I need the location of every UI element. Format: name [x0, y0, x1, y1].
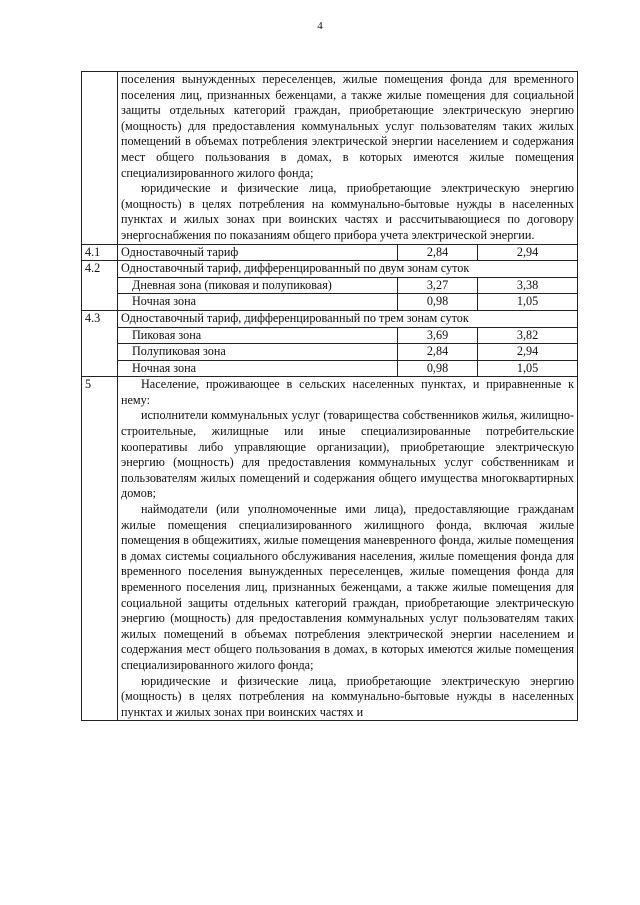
tariff-value-2: 1,05 [478, 360, 578, 377]
zone-row [82, 277, 578, 294]
tariff-value-2: 2,94 [478, 344, 578, 361]
table-row-4-1 [82, 244, 578, 261]
table-row-4-2 [82, 261, 578, 278]
tariff-value-1: 3,69 [398, 327, 478, 344]
row-number: 5 [82, 377, 118, 721]
page-number: 4 [317, 20, 323, 32]
row-label: Одноставочный тариф [118, 244, 398, 261]
zone-label: Ночная зона [118, 360, 398, 377]
row-5-text-cell [118, 377, 578, 721]
row-5-paragraph: юридические и физические лица, приобретающие электрическую энергию (мощность) в целях потребления на коммунально-бытовые нужды в населенных пунктах и жилых зонах при воинских частях и [121, 673, 575, 719]
tariff-value-2: 3,38 [478, 277, 578, 294]
continuation-text-cell [118, 72, 578, 245]
tariff-value-2: 3,82 [478, 327, 578, 344]
zone-row [82, 344, 578, 361]
tariff-value-2: 2,94 [478, 244, 578, 261]
table-row-4-3 [82, 310, 578, 327]
tariff-value-1: 3,27 [398, 277, 478, 294]
row-number: 4.1 [82, 244, 118, 261]
zone-label: Дневная зона (пиковая и полупиковая) [118, 277, 398, 294]
zone-label: Ночная зона [118, 294, 398, 311]
zone-label: Пиковая зона [118, 327, 398, 344]
row-5-heading: Население, проживающее в сельских населенных пунктах, и приравненные к нему: [121, 377, 575, 407]
zone-label: Полупиковая зона [118, 344, 398, 361]
zone-row [82, 294, 578, 311]
table-row-continuation [82, 72, 578, 245]
row-5-paragraph: наймодатели (или уполномоченные ими лица), предоставляющие гражданам жилые помещения специализированного жилищного фонда, включая жилые помещения в общежитиях, жилые помещения маневренного фонда, жилые помещения в домах системы социального обслуживания населения, жилые помещения фонда для временного поселения вынужденных переселенцев, жилые помещения фонда для временного поселения лиц, признанных беженцами, а также жилые помещения для социальной защиты отдельных категорий граждан, приобретающие электрическую энергию (мощность) для предоставления коммунальных услуг пользователям таких жилых помещений в объемах потребления электрической энергии населением и содержания мест общего пользования в домах, в которых имеются жилые помещения специализированного жилого фонда; [121, 502, 575, 672]
tariff-value-1: 0,98 [398, 294, 478, 311]
row-number: 4.3 [82, 310, 118, 376]
continuation-paragraph: юридические и физические лица, приобретающие электрическую энергию (мощность) в целях потребления на коммунально-бытовые нужды в населенных пунктах и жилых зонах при воинских частях и рассчитывающиеся по договору энергоснабжения по показаниям общего прибора учета электрической энергии. [121, 181, 575, 242]
row-number-cell [82, 72, 118, 245]
row-label: Одноставочный тариф, дифференцированный по двум зонам суток [118, 261, 578, 278]
continuation-paragraph: поселения вынужденных переселенцев, жилые помещения фонда для временного поселения лиц, признанных беженцами, а также жилые помещения для социальной защиты отдельных категорий граждан, приобретающие электрическую энергию (мощность) для предоставления коммунальных услуг пользователям таких жилых помещений в объемах потребления электрической энергии населением и содержания мест общего пользования в домах, в которых имеются жилые помещения специализированного жилого фонда; [121, 72, 575, 180]
tariff-value-2: 1,05 [478, 294, 578, 311]
tariff-value-1: 2,84 [398, 244, 478, 261]
table-row-5 [82, 377, 578, 721]
tariff-value-1: 0,98 [398, 360, 478, 377]
row-5-paragraph: исполнители коммунальных услуг (товарищества собственников жилья, жилищно-строительные, жилищные или иные специализированные потребительские кооперативы либо управляющие организации), приобретающие электрическую энергию (мощность) для предоставления коммунальных услуг собственникам и пользователям жилых помещений и содержания общего имущества многоквартирных домов; [121, 408, 575, 501]
tariff-value-1: 2,84 [398, 344, 478, 361]
zone-row [82, 327, 578, 344]
row-label: Одноставочный тариф, дифференцированный по трем зонам суток [118, 310, 578, 327]
row-number: 4.2 [82, 261, 118, 311]
zone-row [82, 360, 578, 377]
tariff-table [81, 71, 578, 721]
